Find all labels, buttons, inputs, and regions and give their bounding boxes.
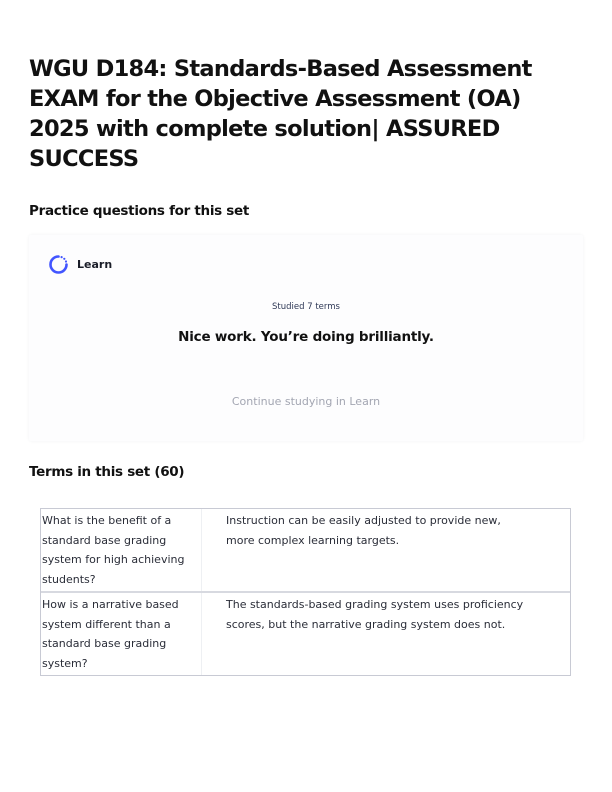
learn-mode-button[interactable] xyxy=(48,254,112,275)
definition-text: Instruction can be easily adjusted to provide new, more complex learning targets. xyxy=(226,514,501,547)
table-row xyxy=(41,591,570,675)
table-row xyxy=(41,509,570,591)
encouragement-message: Nice work. You’re doing brilliantly. xyxy=(178,329,434,345)
term-text: How is a narrative based system different than a standard base grading system? xyxy=(41,593,202,675)
practice-heading: Practice questions for this set xyxy=(29,203,250,219)
definition-text: The standards-based grading system uses proficiency scores, but the narrative grading system does not. xyxy=(226,598,524,631)
learn-card xyxy=(29,235,583,441)
terms-heading: Terms in this set (60) xyxy=(29,464,185,480)
learn-mode-label: Learn xyxy=(77,258,113,271)
term-text: What is the benefit of a standard base grading system for high achieving students? xyxy=(41,509,202,591)
studied-count: Studied 7 terms xyxy=(272,302,340,312)
page-title: WGU D184: Standards-Based Assessment EXAM for the Objective Assessment (OA) 2025 with complete solution| ASSURED SUCCESS xyxy=(29,56,532,172)
continue-learn-link[interactable]: Continue studying in Learn xyxy=(231,395,381,408)
terms-table xyxy=(40,508,571,676)
learn-progress-icon xyxy=(48,254,69,275)
